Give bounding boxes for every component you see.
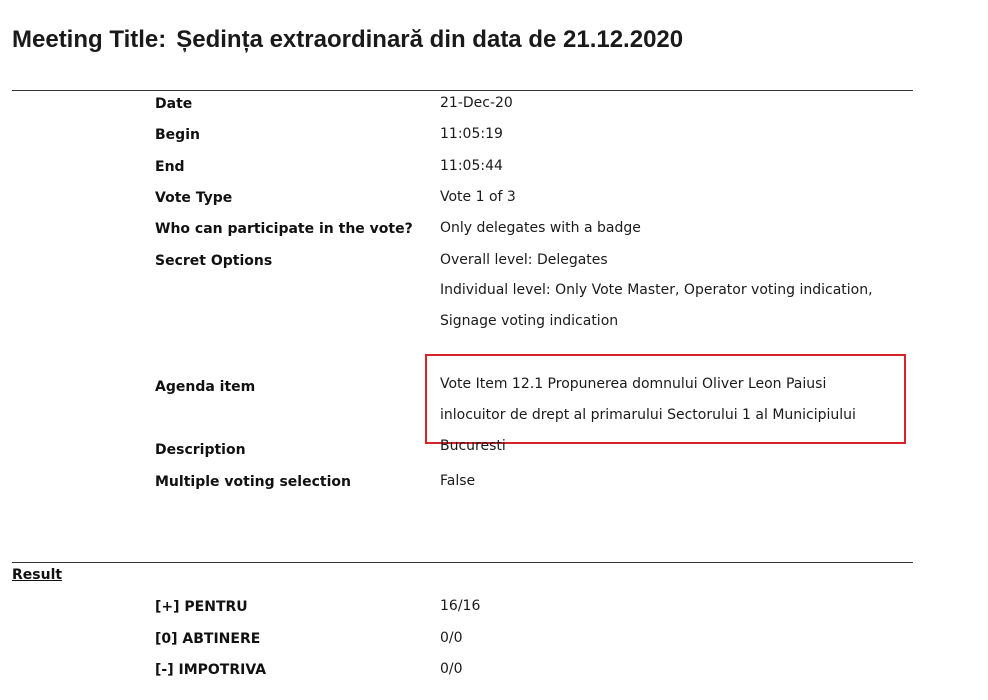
begin-value: 11:05:19 xyxy=(440,126,503,142)
secret-individual-value: Individual level: Only Vote Master, Operator voting indication, Signage voting indication xyxy=(440,282,873,329)
multiple-selection-value: False xyxy=(440,473,476,489)
meeting-title-value: Ședința extraordinară din data de 21.12.2020 xyxy=(176,26,684,53)
participants-value: Only delegates with a badge xyxy=(440,220,641,236)
result-value-pentru: 16/16 xyxy=(440,598,481,614)
vote-type-value: Vote 1 of 3 xyxy=(440,189,516,205)
date-label: Date xyxy=(155,96,193,112)
agenda-item-value: Vote Item 12.1 Propunerea domnului Oliver Leon Paiusi inlocuitor de drept al primarului Sectorului 1 al Municipiului Bucuresti xyxy=(440,376,856,454)
result-label-pentru: [+] PENTRU xyxy=(155,599,248,615)
begin-label: Begin xyxy=(155,127,200,143)
result-divider xyxy=(12,562,913,563)
result-value-impotriva: 0/0 xyxy=(440,661,463,677)
date-value: 21-Dec-20 xyxy=(440,95,513,111)
description-label: Description xyxy=(155,442,246,458)
meeting-title-label: Meeting Title: xyxy=(12,26,167,53)
secret-overall-value: Overall level: Delegates xyxy=(440,252,608,268)
agenda-item-label: Agenda item xyxy=(155,379,256,395)
multiple-selection-label: Multiple voting selection xyxy=(155,474,351,490)
result-heading: Result xyxy=(12,567,63,583)
meeting-title xyxy=(12,26,683,54)
header-divider xyxy=(12,90,913,91)
result-label-impotriva: [-] IMPOTRIVA xyxy=(155,662,267,678)
end-value: 11:05:44 xyxy=(440,158,503,174)
result-value-abtinere: 0/0 xyxy=(440,630,463,646)
secret-options-label: Secret Options xyxy=(155,253,273,269)
end-label: End xyxy=(155,159,185,175)
vote-type-label: Vote Type xyxy=(155,190,233,206)
result-label-abtinere: [0] ABTINERE xyxy=(155,631,261,647)
participants-label: Who can participate in the vote? xyxy=(155,221,413,237)
